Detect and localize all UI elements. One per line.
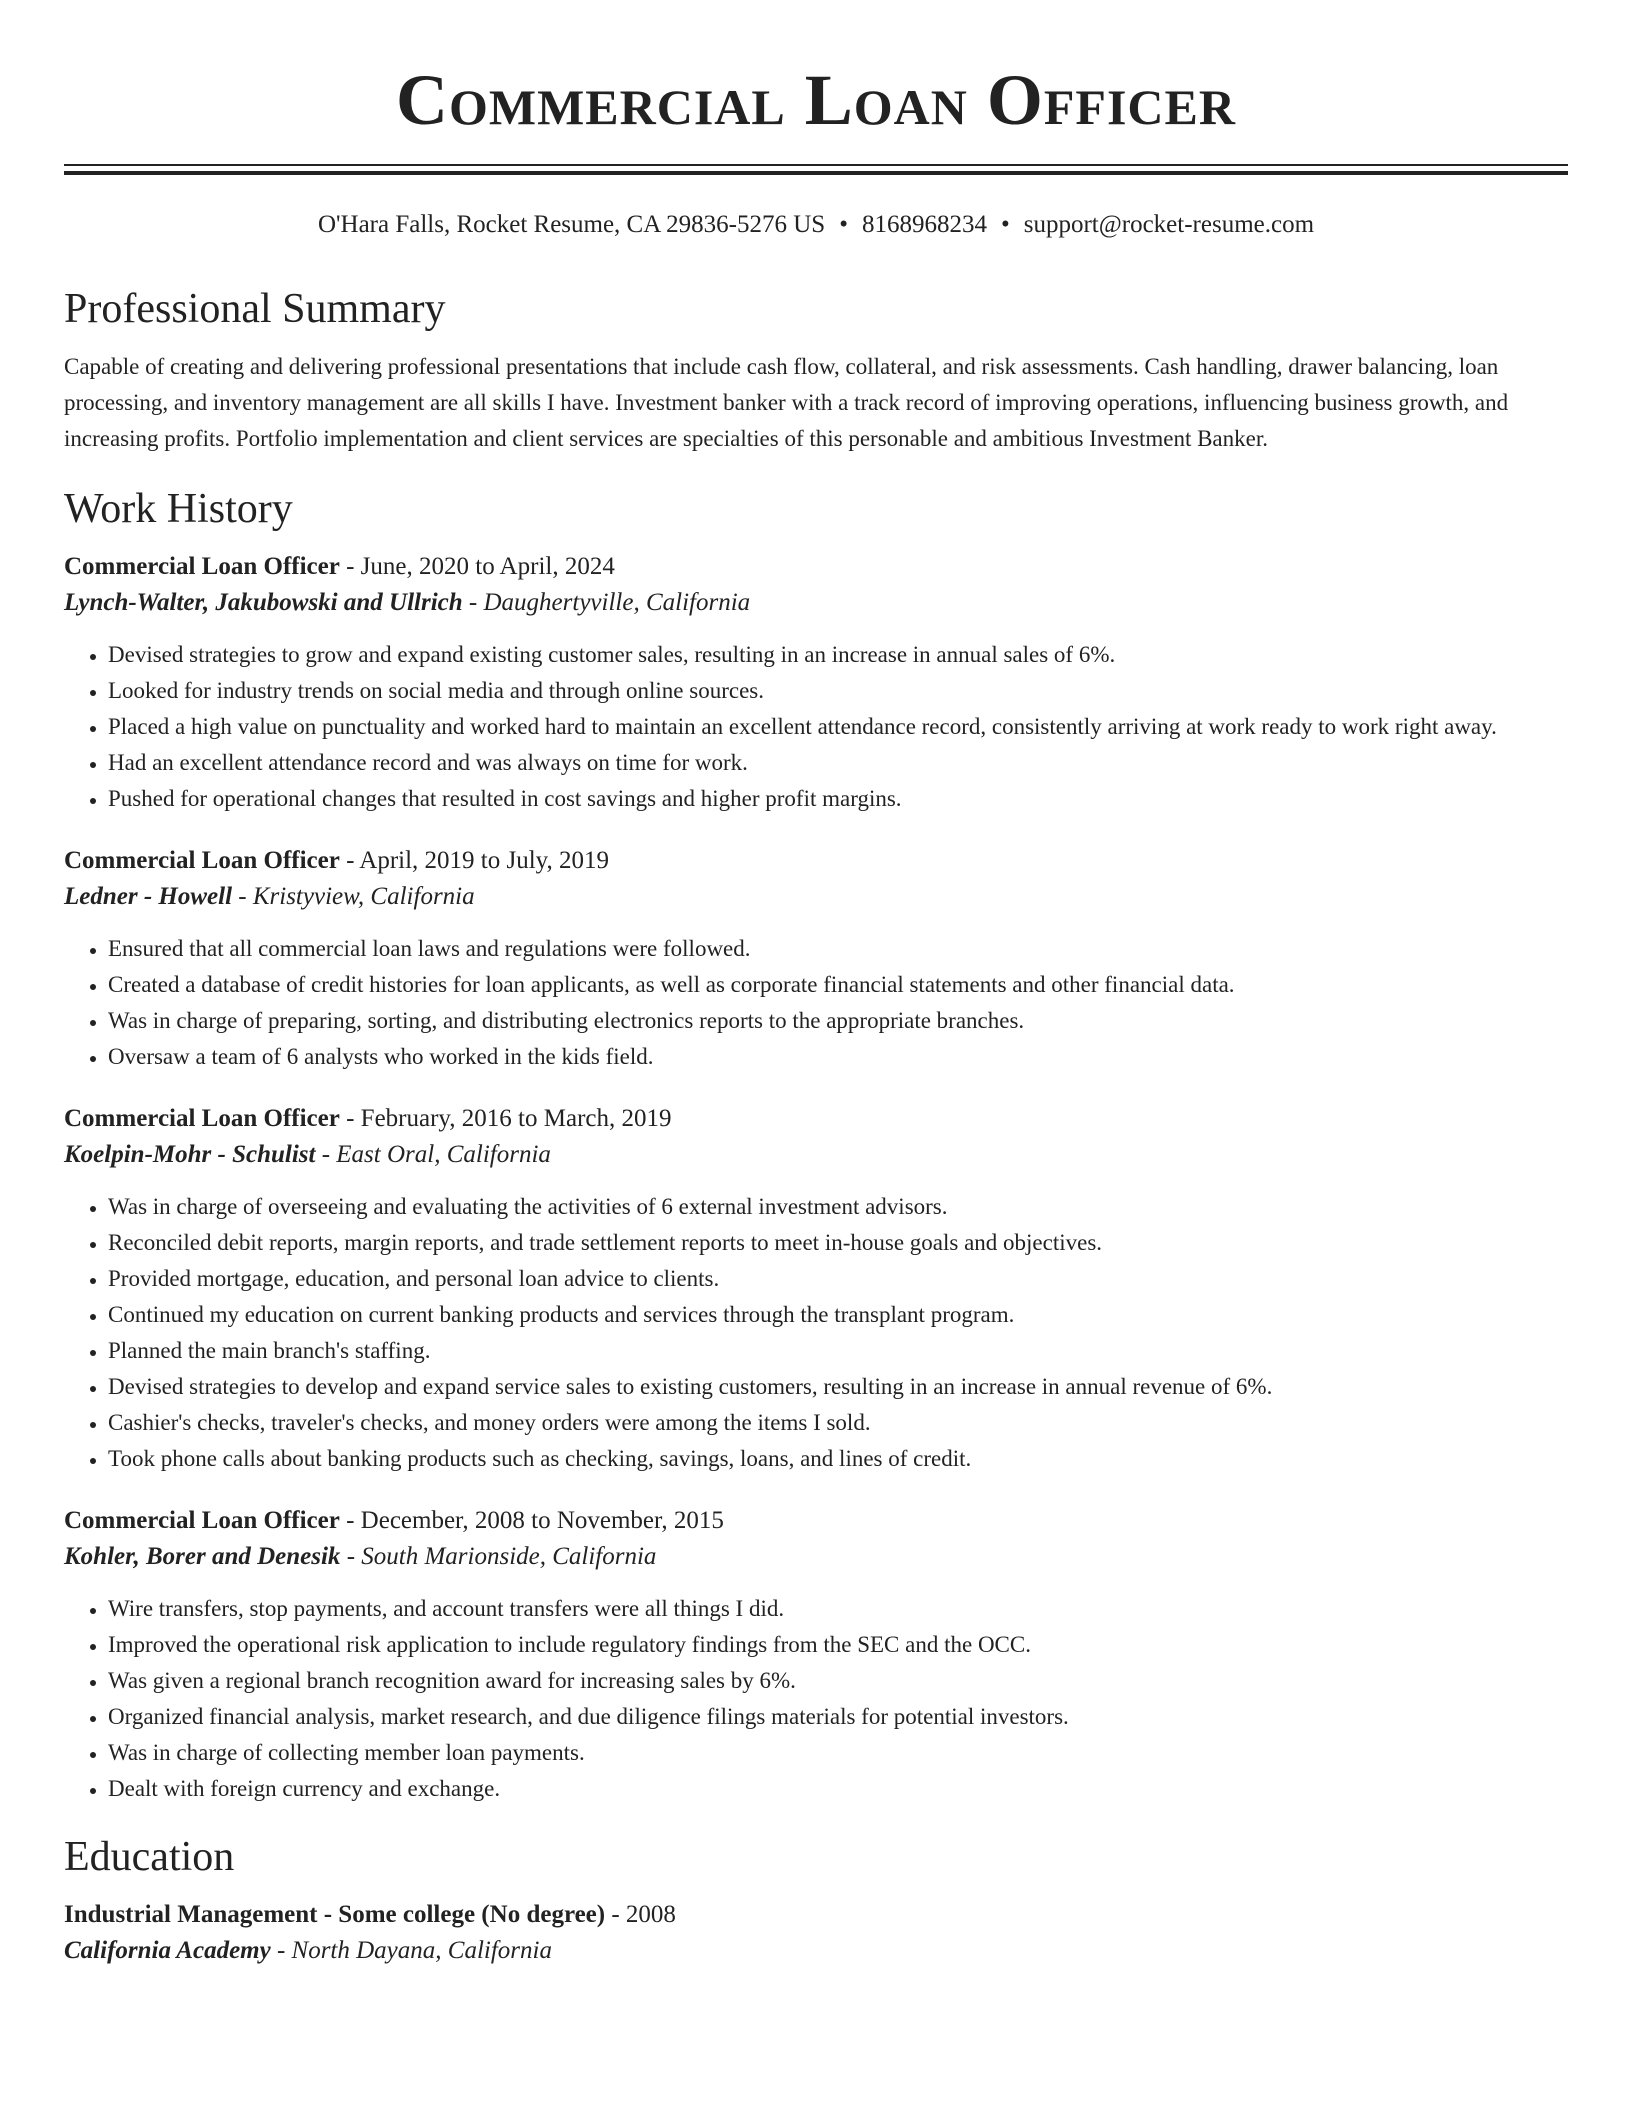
job-dates: - June, 2020 to April, 2024 bbox=[339, 553, 615, 580]
job-bullet: • Devised strategies to grow and expand existing customer sales, resulting in an increase in annual sales of 6%. bbox=[108, 637, 1568, 673]
job-bullet: • Continued my education on current banking products and services through the transplant program. bbox=[108, 1297, 1568, 1333]
job-bullet: • Devised strategies to develop and expand service sales to existing customers, resulting in an increase in annual revenue of 6%. bbox=[108, 1369, 1568, 1405]
job-bullets bbox=[64, 637, 1568, 817]
summary-heading: Professional Summary bbox=[64, 286, 446, 332]
contact-separator: • bbox=[1000, 211, 1010, 238]
work-history-heading: Work History bbox=[64, 486, 293, 532]
header-rule-thick bbox=[64, 171, 1568, 175]
job-title-line bbox=[64, 1503, 1568, 1539]
job-bullet: • Took phone calls about banking products such as checking, savings, loans, and lines of credit. bbox=[108, 1441, 1568, 1477]
job-title: Commercial Loan Officer bbox=[64, 553, 340, 580]
job-company: Koelpin-Mohr - Schulist bbox=[64, 1141, 316, 1168]
job-bullet: • Planned the main branch's staffing. bbox=[108, 1333, 1568, 1369]
job-dates: - February, 2016 to March, 2019 bbox=[339, 1105, 672, 1132]
job-location: - East Oral, California bbox=[315, 1141, 551, 1168]
education-school: California Academy bbox=[64, 1937, 271, 1964]
job-bullets bbox=[64, 1591, 1568, 1807]
job-bullet: • Improved the operational risk application to include regulatory findings from the SEC and the OCC. bbox=[108, 1627, 1568, 1663]
job-entry bbox=[64, 549, 1568, 817]
job-bullet: • Wire transfers, stop payments, and account transfers were all things I did. bbox=[108, 1591, 1568, 1627]
job-company: Kohler, Borer and Denesik bbox=[64, 1543, 341, 1570]
header-rule-thin bbox=[64, 164, 1568, 166]
job-company-line bbox=[64, 1137, 1568, 1173]
job-bullet: • Placed a high value on punctuality and worked hard to maintain an excellent attendance record, consistently arriving at work ready to work right away. bbox=[108, 709, 1568, 745]
job-bullet: • Oversaw a team of 6 analysts who worked in the kids field. bbox=[108, 1039, 1568, 1075]
job-title: Commercial Loan Officer bbox=[64, 1105, 340, 1132]
job-bullets bbox=[64, 1189, 1568, 1477]
job-title-line bbox=[64, 843, 1568, 879]
job-bullet: • Was in charge of collecting member loan payments. bbox=[108, 1735, 1568, 1771]
education-degree: Industrial Management - Some college (No degree) bbox=[64, 1901, 606, 1928]
job-bullet: • Created a database of credit histories for loan applicants, as well as corporate financial statements and other financial data. bbox=[108, 967, 1568, 1003]
job-title: Commercial Loan Officer bbox=[64, 847, 340, 874]
job-dates: - December, 2008 to November, 2015 bbox=[339, 1507, 724, 1534]
job-company: Lynch-Walter, Jakubowski and Ullrich bbox=[64, 589, 463, 616]
job-location: - Daughertyville, California bbox=[462, 589, 751, 616]
job-entry bbox=[64, 843, 1568, 1075]
job-company-line bbox=[64, 1539, 1568, 1575]
contact-separator: • bbox=[839, 211, 848, 238]
contact-address: O'Hara Falls, Rocket Resume, CA 29836-5276 US bbox=[317, 211, 826, 238]
job-dates: - April, 2019 to July, 2019 bbox=[339, 847, 610, 874]
job-bullet: • Was in charge of preparing, sorting, and distributing electronics reports to the appropriate branches. bbox=[108, 1003, 1568, 1039]
job-bullet: • Pushed for operational changes that resulted in cost savings and higher profit margins. bbox=[108, 781, 1568, 817]
job-bullet: • Reconciled debit reports, margin reports, and trade settlement reports to meet in-house goals and objectives. bbox=[108, 1225, 1568, 1261]
job-bullet: • Looked for industry trends on social media and through online sources. bbox=[108, 673, 1568, 709]
job-title-line bbox=[64, 549, 1568, 585]
resume-page bbox=[64, 0, 1568, 1969]
education-degree-line bbox=[64, 1897, 1568, 1933]
job-title-line bbox=[64, 1101, 1568, 1137]
job-entry bbox=[64, 1101, 1568, 1477]
summary-section bbox=[64, 285, 1568, 457]
education-year: - 2008 bbox=[605, 1901, 676, 1928]
job-bullet: • Cashier's checks, traveler's checks, and money orders were among the items I sold. bbox=[108, 1405, 1568, 1441]
job-bullet: • Had an excellent attendance record and was always on time for work. bbox=[108, 745, 1568, 781]
job-title: Commercial Loan Officer bbox=[64, 1507, 340, 1534]
job-company: Ledner - Howell bbox=[64, 883, 233, 910]
contact-line bbox=[64, 209, 1568, 241]
job-bullet: • Was given a regional branch recognition award for increasing sales by 6%. bbox=[108, 1663, 1568, 1699]
job-entry bbox=[64, 1503, 1568, 1807]
job-bullet: • Provided mortgage, education, and personal loan advice to clients. bbox=[108, 1261, 1568, 1297]
job-bullets bbox=[64, 931, 1568, 1075]
contact-phone: 8168968234 bbox=[861, 211, 987, 238]
contact-email[interactable]: support@rocket-resume.com bbox=[1023, 211, 1315, 238]
work-history-section bbox=[64, 485, 1568, 1807]
education-location: - North Dayana, California bbox=[270, 1937, 552, 1964]
job-bullet: • Dealt with foreign currency and exchange. bbox=[108, 1771, 1568, 1807]
job-bullet: • Was in charge of overseeing and evaluating the activities of 6 external investment advisors. bbox=[108, 1189, 1568, 1225]
job-bullet: • Ensured that all commercial loan laws and regulations were followed. bbox=[108, 931, 1568, 967]
summary-text: Capable of creating and delivering professional presentations that include cash flow, collateral, and risk assessments. Cash handling, drawer balancing, loan processing, and inventory management are all skills I have. Investment banker with a track record of improving operations, influencing business growth, and increasing profits. Portfolio implementation and client services are specialties of this personable and ambitious Investment Banker. bbox=[64, 354, 1509, 451]
job-bullet: • Organized financial analysis, market research, and due diligence filings materials for potential investors. bbox=[108, 1699, 1568, 1735]
resume-name-heading: Commercial Loan Officer bbox=[396, 60, 1236, 140]
job-location: - Kristyview, California bbox=[232, 883, 475, 910]
education-heading: Education bbox=[64, 1834, 235, 1880]
education-school-line bbox=[64, 1933, 1568, 1969]
job-company-line bbox=[64, 879, 1568, 915]
job-company-line bbox=[64, 585, 1568, 621]
job-location: - South Marionside, California bbox=[340, 1543, 657, 1570]
education-section bbox=[64, 1833, 1568, 1969]
